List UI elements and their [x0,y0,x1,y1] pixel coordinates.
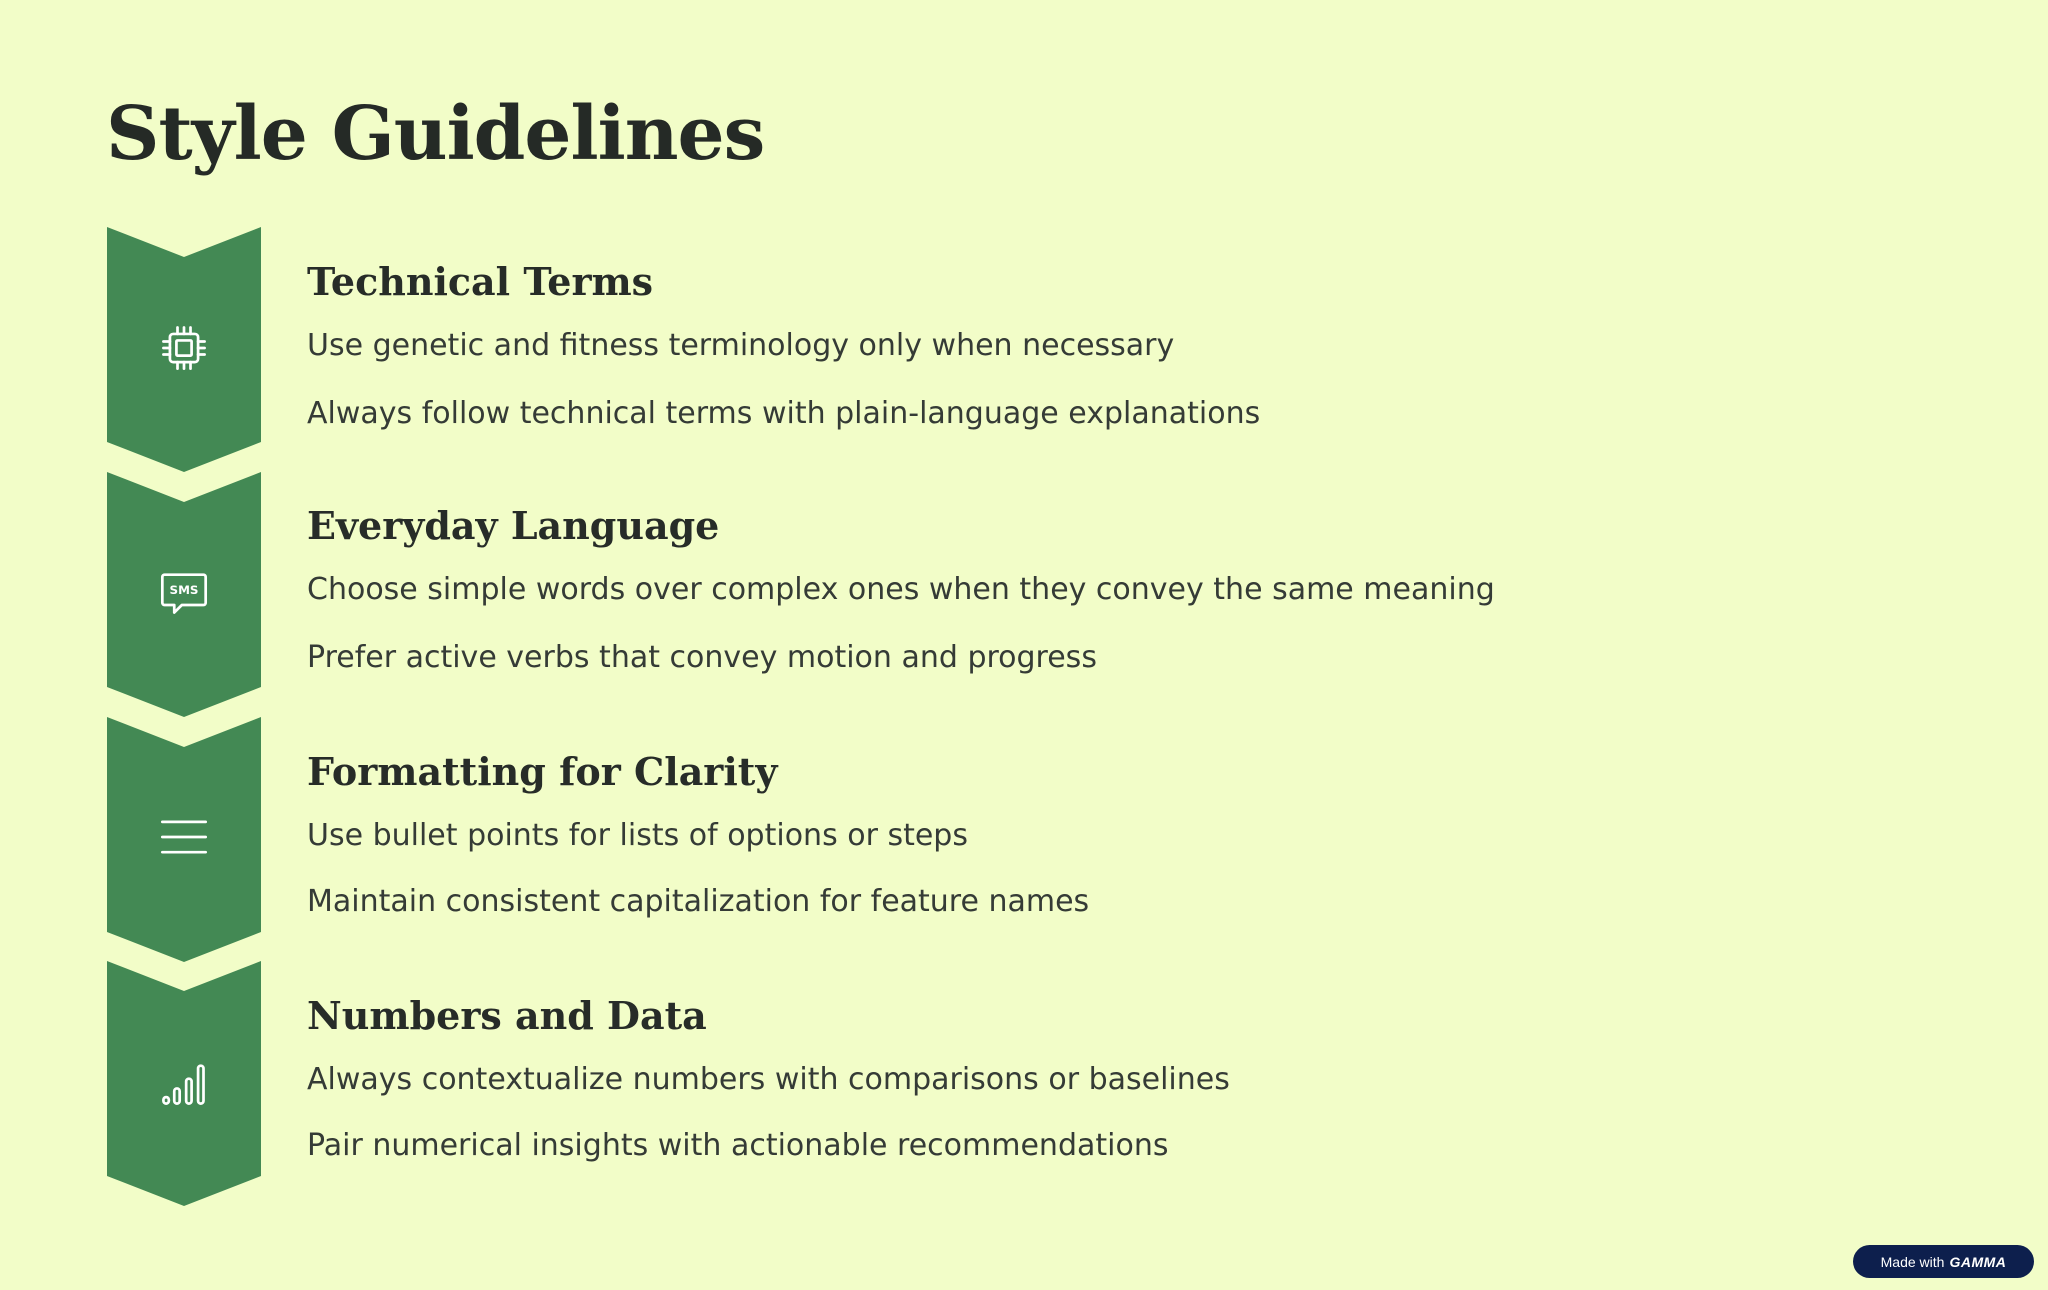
section-heading-numbers-and-data: Numbers and Data [307,993,707,1038]
section-line: Prefer active verbs that convey motion and progress [307,640,1097,675]
section-line: Choose simple words over complex ones when they convey the same meaning [307,572,1495,607]
section-line: Always contextualize numbers with comparisons or baselines [307,1062,1230,1097]
sms-icon [154,562,214,622]
menu-lines-icon [154,807,214,867]
section-line: Always follow technical terms with plain-language explanations [307,396,1261,431]
made-with-gamma-badge[interactable] [1853,1245,2034,1278]
gamma-logo: GAMMA [1949,1253,2007,1270]
chip-icon [154,318,214,378]
section-line: Use bullet points for lists of options or steps [307,818,968,853]
section-heading-everyday-language: Everyday Language [307,503,720,548]
section-line: Pair numerical insights with actionable recommendations [307,1128,1169,1163]
section-heading-formatting-for-clarity: Formatting for Clarity [307,749,778,794]
signal-bars-icon [154,1053,214,1113]
svg-text:SMS: SMS [169,583,199,598]
section-heading-technical-terms: Technical Terms [307,259,654,304]
page-title: Style Guidelines [106,91,765,177]
badge-prefix: Made with [1880,1253,1945,1270]
section-line: Maintain consistent capitalization for feature names [307,884,1090,919]
section-line: Use genetic and fitness terminology only when necessary [307,328,1175,363]
